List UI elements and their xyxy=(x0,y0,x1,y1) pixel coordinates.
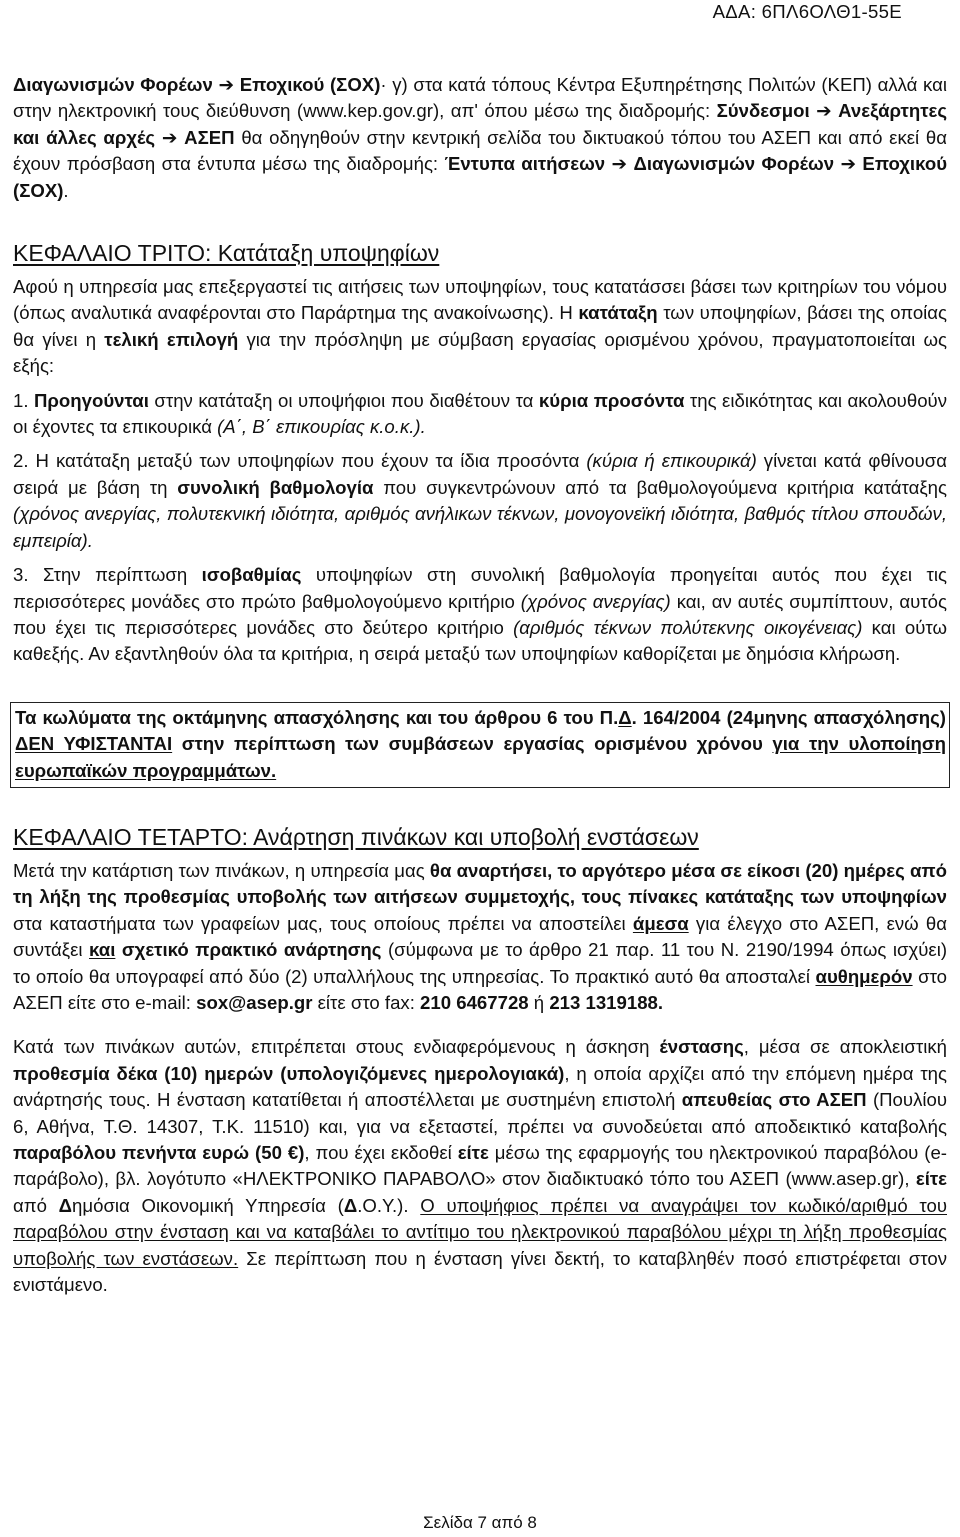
intro-paragraph xyxy=(13,72,947,204)
arrow-icon: ➔ xyxy=(218,74,235,95)
box-text: . 164/2004 (24μηνης απασχόλησης) xyxy=(631,706,946,728)
ch4-bold: είτε xyxy=(457,1142,489,1163)
ch4-underlined: Ο υποψήφιος πρέπει να αναγράψει τον κωδικό/αριθμό του παραβόλου στην ένσταση και να καταβάλει το αντίτιμο του ηλεκτρονικού παραβόλου μέχρι τη λήξη προθεσμίας υποβολής των ενστάσεων. xyxy=(13,1194,947,1269)
ch4-text: , η οποία αρχίζει από την επόμενη ημέρα της ανάρτησής τους. Η ένσταση κατατίθεται ή αποστέλλεται με συστημένη επιστολή xyxy=(13,1062,947,1111)
ch3-text: και ούτω καθεξής. Αν εξαντληθούν όλα τα κριτήρια, η σειρά μεταξύ των υποψηφίων καθορίζεται με δημόσια κλήρωση. xyxy=(13,616,947,665)
ch3-bold: ισοβαθμίας xyxy=(201,564,302,586)
intro-bold-1: Διαγωνισμών Φορέων xyxy=(13,74,213,95)
arrow-icon: ➔ xyxy=(840,153,857,175)
ch3-bold: κύρια προσόντα xyxy=(538,389,685,411)
ch3-paragraph-1 xyxy=(13,274,947,380)
ch3-text: Αφού η υπηρεσία μας επεξεργαστεί τις αιτήσεις των υποψηφίων, τους κατατάσσει βάσει των κριτηρίων του νόμου (όπως αναλυτικά αναφέρονται στο Παράρτημα της ανακοίνωσης). Η xyxy=(13,276,947,324)
ch4-bold: προθεσμία δέκα (10) ημερών (υπολογιζόμενες ημερολογιακά) xyxy=(13,1062,565,1084)
ada-header: ΑΔΑ: 6ΠΛ6ΟΛΘ1-55Ε xyxy=(712,1,902,22)
ch4-bold: Δ xyxy=(58,1194,73,1216)
ch3-italic: (χρόνος ανεργίας) xyxy=(520,590,671,612)
ch3-text: υποψηφίων στη συνολική βαθμολογία προηγείται αυτός που έχει τις περισσότερες μονάδες στο πρώτο βαθμολογούμενο κριτήριο xyxy=(13,564,947,612)
box-text: στην περίπτωση των συμβάσεων εργασίας ορισμένου χρόνου xyxy=(172,733,773,755)
intro-bold-6: Έντυπα αιτήσεων xyxy=(444,153,606,175)
page-number: Σελίδα 7 από 8 xyxy=(423,1513,537,1532)
page-content xyxy=(13,72,947,1298)
ch4-text: από xyxy=(13,1194,59,1216)
box-text: Τα κωλύματα της οκτάμηνης απασχόλησης και του άρθρου 6 του Π. xyxy=(15,706,619,728)
box-text-underlined: Δ xyxy=(618,706,632,728)
arrow-icon: ➔ xyxy=(816,100,832,122)
ch4-bold: σχετικό πρακτικό ανάρτησης xyxy=(121,939,382,961)
ch3-text: των υποψηφίων, βάσει της οποίας θα γίνει η xyxy=(13,302,947,350)
ch3-text: 3. Στην περίπτωση xyxy=(13,564,202,586)
notice-box xyxy=(10,702,950,788)
item-number: 1. xyxy=(13,389,34,411)
ch3-text: γίνεται κατά φθίνουσα σειρά με βάση τη xyxy=(13,450,947,498)
ch3-bold: συνολική βαθμολογία xyxy=(177,476,374,498)
ch4-text: στα καταστήματα των γραφείων μας, τους οποίους πρέπει να αποστείλει xyxy=(13,912,633,934)
ch4-bold: απευθείας στο ΑΣΕΠ xyxy=(681,1089,867,1111)
ch4-bold-underlined: αυθημερόν xyxy=(815,965,913,987)
ch4-bold: ένστασης xyxy=(659,1036,744,1058)
ch3-text: 2. Η κατάταξη μεταξύ των υποψηφίων που έχουν τα ίδια προσόντα xyxy=(13,450,587,472)
ch3-bold: τελική επιλογή xyxy=(104,328,239,350)
ch4-text: Κατά των πινάκων αυτών, επιτρέπεται στους ενδιαφερόμενους η άσκηση xyxy=(13,1036,660,1058)
ch4-text: .Ο.Υ.). xyxy=(357,1194,421,1216)
box-text-underlined: ΔΕΝ ΥΦΙΣΤΑΝΤΑΙ xyxy=(15,733,173,755)
ch4-paragraph-2 xyxy=(13,1034,947,1298)
ch3-item-2 xyxy=(13,448,947,554)
ch3-item-1 xyxy=(13,388,947,441)
ch4-bold: παραβόλου πενήντα ευρώ (50 €) xyxy=(13,1142,305,1163)
fax-number-2: 213 1319188. xyxy=(549,991,664,1013)
ch3-italic: (χρόνος ανεργίας, πολυτεκνική ιδιότητα, αριθμός ανήλικων τέκνων, μονογονεϊκή ιδιότητα, βαθμός τίτλου σπουδών, εμπειρία). xyxy=(13,503,947,551)
ch3-text: της ειδικότητας και ακολουθούν οι έχοντες τα επικουρικά xyxy=(13,389,947,438)
intro-bold-7: Διαγωνισμών Φορέων xyxy=(633,153,835,175)
ch4-text: για έλεγχο στο ΑΣΕΠ, ενώ θα συντάξει xyxy=(13,912,948,961)
ch4-text: , που έχει εκδοθεί xyxy=(304,1142,458,1163)
ch3-italic: (αριθμός τέκνων πολύτεκνης οικογένειας) xyxy=(513,616,863,638)
intro-text-2: θα οδηγηθούν στην κεντρική σελίδα του δικτυακού τόπου του ΑΣΕΠ και από εκεί θα έχουν πρόσβαση στα έντυπα μέσω της διαδρομής: xyxy=(13,126,947,175)
ch3-italic: (κύρια ή επικουρικά) xyxy=(586,450,757,472)
intro-bold-8: Εποχικού (ΣΟΧ) xyxy=(13,153,948,201)
chapter-3-title: ΚΕΦΑΛΑΙΟ ΤΡΙΤΟ: Κατάταξη υποψηφίων xyxy=(13,240,440,267)
ch3-item-3 xyxy=(13,562,947,668)
fax-number-1: 210 6467728 xyxy=(420,991,529,1013)
ch4-text: Μετά την κατάρτιση των πινάκων, η υπηρεσία μας xyxy=(13,859,430,881)
ch3-bold: Προηγούνται xyxy=(34,389,149,411)
ch3-text: για την πρόσληψη με σύμβαση εργασίας ορισμένου χρόνου, πραγματοποιείται ως εξής: xyxy=(13,328,947,377)
ch4-text: ημόσια Οικονομική Υπηρεσία ( xyxy=(72,1194,344,1216)
ch4-text: Σε περίπτωση που η ένσταση γίνει δεκτή, το καταβληθέν ποσό επιστρέφεται στον ενιστάμενο. xyxy=(13,1247,947,1296)
ch4-bold: Δ xyxy=(343,1194,358,1216)
ch4-text: ή xyxy=(528,991,550,1013)
chapter-4-title: ΚΕΦΑΛΑΙΟ ΤΕΤΑΡΤΟ: Ανάρτηση πινάκων και υποβολή ενστάσεων xyxy=(13,823,699,850)
ch3-text: και, αν αυτές συμπίπτουν, αυτός που έχει τις περισσότερες μονάδες στο δεύτερο κριτήριο xyxy=(13,590,947,638)
ch4-paragraph-1 xyxy=(13,858,947,1016)
ch4-text: είτε στο fax: xyxy=(312,991,421,1013)
intro-bold-2: Εποχικού (ΣΟΧ) xyxy=(239,74,381,95)
intro-text-1: · γ) στα κατά τόπους Κέντρα Εξυπηρέτησης Πολιτών (ΚΕΠ) αλλά και στην ηλεκτρονική τους διεύθυνση (www.kep.gov.gr), απ' όπου μέσω της διαδρομής: xyxy=(13,74,947,122)
intro-text-3: . xyxy=(63,179,69,201)
arrow-icon: ➔ xyxy=(161,126,178,148)
ch4-text: μέσω της εφαρμογής του ηλεκτρονικού παραβόλου (e-παράβολο), βλ. λογότυπο «ΗΛΕΚΤΡΟΝΙΚΟ ΠΑΡΑΒΟΛΟ» στον διαδικτυακό τόπο του ΑΣΕΠ (www.asep.gr), xyxy=(13,1142,947,1190)
ch4-bold-underlined: άμεσα xyxy=(632,912,689,934)
arrow-icon: ➔ xyxy=(611,153,628,175)
ch4-text: (σύμφωνα με το άρθρο 21 παρ. 11 του Ν. 2190/1994 όπως ισχύει) το οποίο θα υπογραφεί από δύο (2) υπαλλήλους της υπηρεσίας. Το πρακτικό αυτό θα αποσταλεί xyxy=(13,939,948,987)
ch4-bold: θα αναρτήσει, το αργότερο μέσα σε είκοσι (20) ημέρες από τη λήξη της προθεσμίας υποβολής των αιτήσεων συμμετοχής, τους πίνακες κατάταξης των υποψηφίων xyxy=(13,859,947,908)
ch3-italic: (Α΄, Β΄ επικουρίας κ.ο.κ.). xyxy=(217,416,426,438)
intro-bold-3: Σύνδεσμοι xyxy=(716,100,810,122)
ch3-text: στην κατάταξη οι υποψήφιοι που διαθέτουν τα xyxy=(148,389,539,411)
ch3-bold: κατάταξη xyxy=(578,302,658,324)
intro-bold-5: ΑΣΕΠ xyxy=(184,126,235,148)
ch4-bold-underlined: και xyxy=(89,939,116,961)
ch4-text: στο ΑΣΕΠ είτε στο e-mail: xyxy=(13,965,947,1013)
ch4-bold: είτε xyxy=(915,1168,947,1190)
box-text-underlined: για την υλοποίηση ευρωπαϊκών προγραμμάτων. xyxy=(15,733,946,781)
intro-bold-4: Ανεξάρτητες και άλλες αρχές xyxy=(13,100,947,148)
ch4-text: , μέσα σε αποκλειστική xyxy=(743,1036,947,1058)
ch3-text: που συγκεντρώνουν από τα βαθμολογούμενα κριτήρια κατάταξης xyxy=(373,476,947,498)
email-address[interactable]: sox@asep.gr xyxy=(196,991,313,1013)
ch4-text: (Πουλίου 6, Αθήνα, Τ.Θ. 14307, Τ.Κ. 11510) και, για να εξεταστεί, πρέπει να συνοδεύεται από αποδεικτικό καταβολής xyxy=(13,1089,948,1137)
